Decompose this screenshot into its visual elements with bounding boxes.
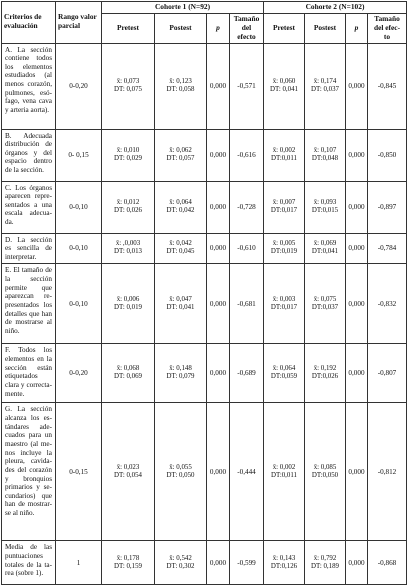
mean-value: x̄: 0,075 xyxy=(313,295,337,303)
c1-pretest-cell xyxy=(102,541,155,585)
c2-postest-cell xyxy=(305,129,346,181)
c1-postest-cell xyxy=(155,43,207,129)
criterion-cell: A. La sección contiene todos los elementos estudiados (al menos corazón, pulmones, esó- fago, vena cava y arteria aorta). xyxy=(2,43,56,129)
table-row xyxy=(2,181,407,233)
sd-value: DT:0,017 xyxy=(270,303,298,311)
c1-postest-cell xyxy=(155,403,207,541)
c1-postest-cell xyxy=(155,344,207,403)
c1-postest-cell xyxy=(155,129,207,181)
results-table xyxy=(1,1,407,585)
c2-p-cell: 0,000 xyxy=(346,403,368,541)
mean-value: x̄: 0,542 xyxy=(169,554,192,562)
sd-value: DT: 0,075 xyxy=(114,86,142,93)
c2-effect-cell: -0,784 xyxy=(368,233,407,264)
c2-postest-cell xyxy=(305,233,346,264)
sd-value: DT: 0,054 xyxy=(114,471,142,479)
mean-value: x̄: ,0,003 xyxy=(115,240,141,248)
mean-value: x̄: 0,060 xyxy=(272,77,296,85)
sd-value: DT:0,041 xyxy=(311,248,339,256)
c2-p-cell: 0,000 xyxy=(346,233,368,264)
range-cell: 1 xyxy=(56,541,102,585)
sd-value: DT:0,015 xyxy=(311,207,339,214)
sd-value: DT: 0,058 xyxy=(166,86,195,93)
c2-p-cell: 0,000 xyxy=(346,264,368,344)
c2-pretest-cell xyxy=(264,264,305,344)
sd-value: DT:0,050 xyxy=(311,471,339,479)
mean-value: x̄: 0,047 xyxy=(169,295,192,303)
mean-value: x̄: 0,003 xyxy=(272,295,296,303)
sd-value: DT: 0,026 xyxy=(114,207,142,214)
header-c2-postest: Postest xyxy=(305,13,346,43)
sd-value: DT:0,059 xyxy=(270,373,298,381)
criterion-cell: G. La sección alcanza los es- tándares ade- cuados para un maestro (al me- nos incluye la pleura, cavida- des del corazón y bronquios primarios y se- cundarios) que han de mostrar- se al niño. xyxy=(2,403,56,541)
sd-value: DT:0,011 xyxy=(270,155,297,162)
sd-value: DT: 0,019 xyxy=(114,303,142,311)
c2-p-cell: 0,000 xyxy=(346,129,368,181)
c1-effect-cell: -0,616 xyxy=(230,129,264,181)
mean-value: x̄: 0,192 xyxy=(313,365,337,373)
c1-p-cell: 0,000 xyxy=(207,403,230,541)
range-cell: 0-0,10 xyxy=(56,264,102,344)
c2-pretest-cell xyxy=(264,344,305,403)
mean-value: x̄: 0,073 xyxy=(116,77,140,85)
c1-effect-cell: -0,689 xyxy=(230,344,264,403)
c2-pretest-cell xyxy=(264,43,305,129)
mean-value: x̄: 0,062 xyxy=(169,146,192,154)
sd-value: DT:0,026 xyxy=(311,373,339,381)
table-row xyxy=(2,403,407,541)
table-row xyxy=(2,233,407,264)
mean-value: x̄: 0,085 xyxy=(313,463,337,471)
table-row xyxy=(2,43,407,129)
mean-value: x̄: 0,023 xyxy=(116,463,140,471)
header-c1-pretest: Pretest xyxy=(102,13,155,43)
criterion-cell: F. Todos los elementos en la sección están etiquetados clara y correcta- mente. xyxy=(2,344,56,403)
sd-value: DT:0,019 xyxy=(270,248,298,256)
sd-value: DT: 0,013 xyxy=(114,248,142,256)
c2-effect-cell: -0,868 xyxy=(368,541,407,585)
c1-pretest-cell xyxy=(102,181,155,233)
range-cell: 0- 0,15 xyxy=(56,129,102,181)
c2-postest-cell xyxy=(305,43,346,129)
c1-pretest-cell xyxy=(102,233,155,264)
table-row xyxy=(2,344,407,403)
c2-postest-cell xyxy=(305,403,346,541)
c1-postest-cell xyxy=(155,264,207,344)
c2-p-cell: 0,000 xyxy=(346,43,368,129)
sd-value: DT: 0,069 xyxy=(114,373,142,381)
sd-value: DT:0,048 xyxy=(311,155,339,162)
sd-value: DT: 0,057 xyxy=(166,155,195,162)
c2-p-cell: 0,000 xyxy=(346,344,368,403)
c2-pretest-cell xyxy=(264,181,305,233)
c1-p-cell: 0,000 xyxy=(207,43,230,129)
c2-pretest-cell xyxy=(264,541,305,585)
mean-value: x̄: 0,069 xyxy=(313,240,337,248)
range-cell: 0-0,20 xyxy=(56,344,102,403)
mean-value: x̄: 0,143 xyxy=(272,554,296,562)
c1-effect-cell: -0,571 xyxy=(230,43,264,129)
c1-postest-cell xyxy=(155,541,207,585)
mean-value: x̄: 0,007 xyxy=(272,198,296,206)
criterion-cell: D. La sección es sencilla de interpretar. xyxy=(2,233,56,264)
criterion-cell: C. Los órganos aparecen repre- sentados a una escala adecua- da. xyxy=(2,181,56,233)
c2-pretest-cell xyxy=(264,233,305,264)
c1-effect-cell: -0,444 xyxy=(230,403,264,541)
mean-value: x̄: 0,123 xyxy=(169,77,192,85)
mean-value: x̄: 0,005 xyxy=(272,240,296,248)
sd-value: DT: 0,159 xyxy=(114,562,142,570)
sd-value: DT:0,037 xyxy=(311,303,339,311)
mean-value: x̄: 0,064 xyxy=(272,365,296,373)
c1-pretest-cell xyxy=(102,264,155,344)
c1-effect-cell: -0,599 xyxy=(230,541,264,585)
sd-value: DT: 0,189 xyxy=(311,562,339,570)
sd-value: DT:0,126 xyxy=(270,562,298,570)
range-cell: 0-0,10 xyxy=(56,233,102,264)
sd-value: DT: 0,042 xyxy=(166,207,195,214)
header-c1-effect: Tamaño del efecto xyxy=(230,13,264,43)
c1-pretest-cell xyxy=(102,43,155,129)
c1-pretest-cell xyxy=(102,344,155,403)
c1-p-cell: 0,000 xyxy=(207,181,230,233)
c1-p-cell: 0,000 xyxy=(207,233,230,264)
mean-value: x̄: 0,174 xyxy=(313,77,337,85)
criterion-cell: B. Adecuada distribución de órganos y del espacio dentro de la sección. xyxy=(2,129,56,181)
c2-effect-cell: -0,807 xyxy=(368,344,407,403)
c1-effect-cell: -0,681 xyxy=(230,264,264,344)
criterion-cell: E. El tamaño de la sección permite que aparezcan re- presentados los detalles que han de mostrarse al niño. xyxy=(2,264,56,344)
c2-p-cell: 0,000 xyxy=(346,181,368,233)
sd-value: DT: 0,302 xyxy=(166,562,195,570)
c2-p-cell: 0,000 xyxy=(346,541,368,585)
sd-value: DT:0,017 xyxy=(270,207,298,214)
c1-p-cell: 0,000 xyxy=(207,264,230,344)
c1-p-cell: 0,000 xyxy=(207,541,230,585)
sd-value: DT: 0,050 xyxy=(166,471,195,479)
header-c2-effect: Tamaño del efec- to xyxy=(368,13,407,43)
mean-value: x̄: 0,002 xyxy=(272,463,296,471)
sd-value: DT: 0,045 xyxy=(166,248,195,256)
header-cohort1: Cohorte 1 (N=92) xyxy=(102,2,264,14)
mean-value: x̄: 0,010 xyxy=(116,146,140,154)
c2-postest-cell xyxy=(305,344,346,403)
c1-postest-cell xyxy=(155,233,207,264)
mean-value: x̄: 0,006 xyxy=(116,295,140,303)
c2-effect-cell: -0,812 xyxy=(368,403,407,541)
c1-postest-cell xyxy=(155,181,207,233)
mean-value: x̄: 0,068 xyxy=(116,365,140,373)
header-c1-postest: Postest xyxy=(155,13,207,43)
table-row xyxy=(2,264,407,344)
sd-value: DT: 0,029 xyxy=(114,155,142,162)
header-c2-p: p xyxy=(346,13,368,43)
c2-effect-cell: -0,850 xyxy=(368,129,407,181)
mean-value: x̄: 0,002 xyxy=(272,146,296,154)
c1-pretest-cell xyxy=(102,403,155,541)
c2-effect-cell: -0,832 xyxy=(368,264,407,344)
mean-value: x̄: 0,148 xyxy=(169,365,192,373)
criterion-cell: Media de las puntuaciones totales de la ta- rea (sobre 1). xyxy=(2,541,56,585)
mean-value: x̄: 0,012 xyxy=(116,198,140,206)
range-cell: 0-0,20 xyxy=(56,43,102,129)
c2-pretest-cell xyxy=(264,403,305,541)
c1-pretest-cell xyxy=(102,129,155,181)
mean-value: x̄: 0,042 xyxy=(169,240,192,248)
range-cell: 0-0,10 xyxy=(56,181,102,233)
sd-value: DT: 0,041 xyxy=(166,303,195,311)
header-c1-p: p xyxy=(207,13,230,43)
mean-value: x̄: 0,178 xyxy=(116,554,140,562)
sd-value: DT: 0,037 xyxy=(311,86,339,93)
c1-p-cell: 0,000 xyxy=(207,129,230,181)
header-range: Rango valor parcial xyxy=(56,2,102,44)
header-cohort2: Cohorte 2 (N=102) xyxy=(264,2,407,14)
mean-value: x̄: 0,064 xyxy=(169,198,192,206)
c1-effect-cell: -0,610 xyxy=(230,233,264,264)
c2-effect-cell: -0,845 xyxy=(368,43,407,129)
c1-effect-cell: -0,728 xyxy=(230,181,264,233)
c2-postest-cell xyxy=(305,264,346,344)
c2-postest-cell xyxy=(305,541,346,585)
sd-value: DT:0,011 xyxy=(270,471,297,479)
c2-pretest-cell xyxy=(264,129,305,181)
sd-value: DT: 0,079 xyxy=(166,373,195,381)
mean-value: x̄: 0,792 xyxy=(313,554,337,562)
mean-value: x̄: 0,093 xyxy=(313,198,337,206)
table-row xyxy=(2,541,407,585)
mean-value: x̄: 0,055 xyxy=(169,463,192,471)
table-row xyxy=(2,129,407,181)
sd-value: DT: 0,041 xyxy=(270,86,298,93)
range-cell: 0-0,15 xyxy=(56,403,102,541)
c2-effect-cell: -0,897 xyxy=(368,181,407,233)
mean-value: x̄: 0,107 xyxy=(313,146,337,154)
c2-postest-cell xyxy=(305,181,346,233)
c1-p-cell: 0,000 xyxy=(207,344,230,403)
header-c2-pretest: Pretest xyxy=(264,13,305,43)
header-criteria: Criterios de evaluación xyxy=(2,2,56,44)
